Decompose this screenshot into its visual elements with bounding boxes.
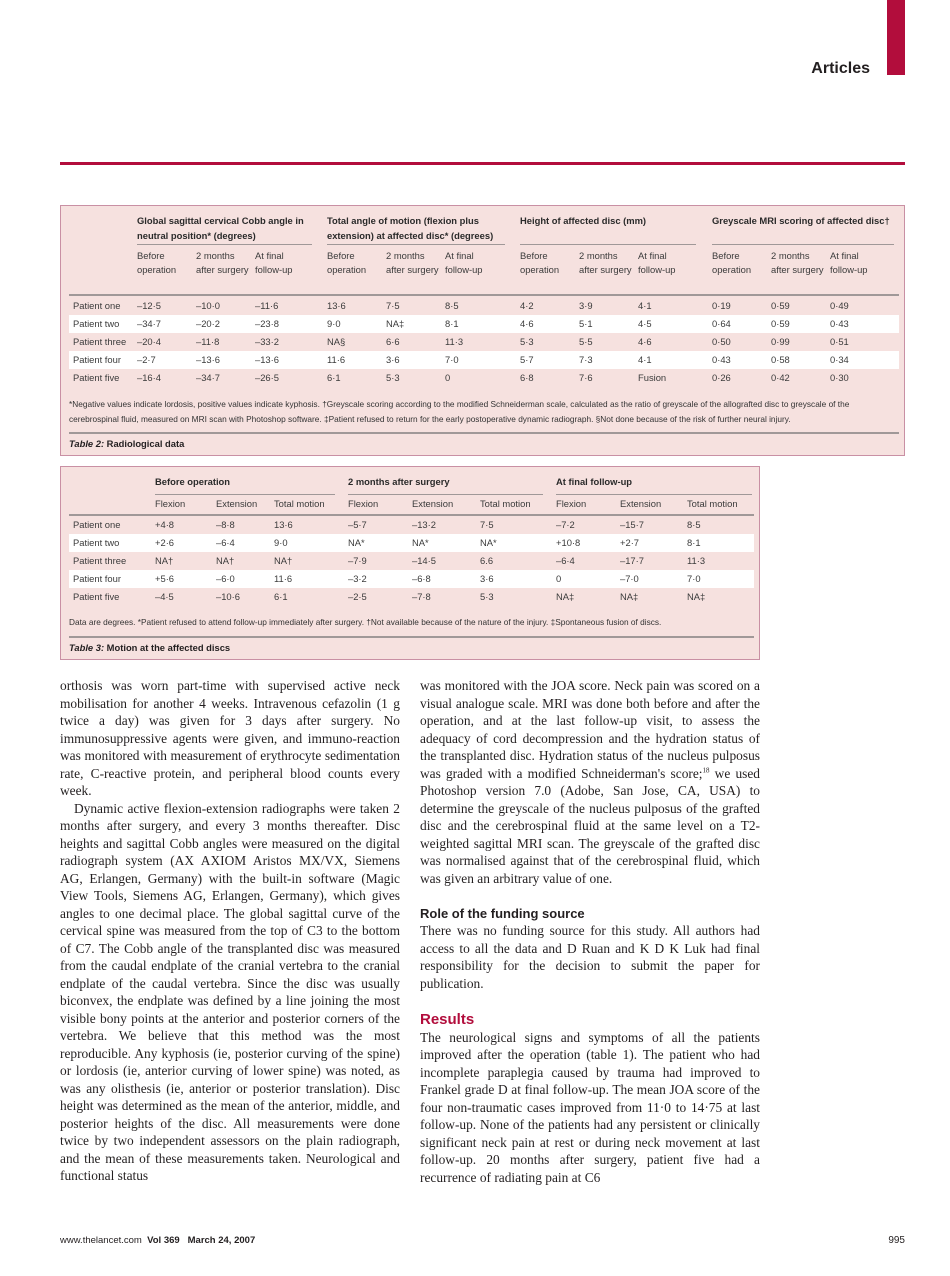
column-subheader: Flexion bbox=[556, 498, 587, 509]
table-cell: –7·8 bbox=[412, 591, 431, 602]
table-cell: +2·6 bbox=[155, 537, 175, 548]
table-cell: NA‡ bbox=[687, 591, 706, 602]
table-cell: 0·59 bbox=[771, 300, 790, 311]
table-cell: –34·7 bbox=[196, 372, 220, 383]
table-cell: 5·7 bbox=[520, 354, 534, 365]
table-row bbox=[69, 534, 754, 552]
row-label: Patient four bbox=[73, 573, 121, 584]
table-cell: NA‡ bbox=[386, 318, 405, 329]
table-cell: –15·7 bbox=[620, 519, 644, 530]
group-underline bbox=[327, 244, 505, 245]
results-heading: Results bbox=[420, 1010, 475, 1028]
column-subheader: 2 months after surgery bbox=[771, 250, 824, 275]
table-cell: 8·1 bbox=[445, 318, 459, 329]
column-subheader: Total motion bbox=[274, 498, 325, 509]
table-cell: –17·7 bbox=[620, 555, 644, 566]
table-cell: 0·59 bbox=[771, 318, 790, 329]
table-cell: –6·4 bbox=[556, 555, 575, 566]
table-cell: –20·4 bbox=[137, 336, 161, 347]
table-cell: 6·6 bbox=[386, 336, 400, 347]
column-subheader: Extension bbox=[216, 498, 258, 509]
table-cell: 5·3 bbox=[480, 591, 494, 602]
table-cell: +5·6 bbox=[155, 573, 175, 584]
table-cell: –23·8 bbox=[255, 318, 279, 329]
table-cell: NA‡ bbox=[620, 591, 639, 602]
table-cell: 0·19 bbox=[712, 300, 731, 311]
column-group-header: Global sagittal cervical Cobb angle in neutral position* (degrees) bbox=[137, 215, 304, 241]
footer-date: March 24, 2007 bbox=[187, 1235, 256, 1246]
paragraph-text: was monitored with the JOA score. Neck pain was scored on a visual analogue scale. MRI was done both before and after the operation, and at the last follow-up visit, to assess the adequacy of cord decompression and the hydration status of the transplanted disc. Hydration status of the nucleus pulposus was graded with a modified Schneiderman's score; bbox=[420, 678, 760, 781]
table-cell: –2·7 bbox=[137, 354, 156, 365]
table-cell: 6·1 bbox=[327, 372, 341, 383]
table-cell: 0·43 bbox=[712, 354, 731, 365]
table-row bbox=[69, 369, 899, 387]
body-column-right bbox=[420, 677, 760, 1186]
table-cell: –13·6 bbox=[255, 354, 279, 365]
table-cell: 7·0 bbox=[687, 573, 701, 584]
header-rule bbox=[69, 294, 899, 296]
paragraph-text: we used Photoshop version 7.0 (Adobe, San Jose, CA, USA) to determine the greyscale of the nucleus pulposus of the grafted disc and the cerebrospinal fluid at the same level on a T2-weighted sagittal MRI scan. The greyscale of the grafted disc was normalised against that of the cerebrospinal fluid, which was given an arbitrary value of one. bbox=[420, 765, 760, 886]
group-underline bbox=[137, 244, 312, 245]
table-cell: 0·26 bbox=[712, 372, 731, 383]
row-label: Patient five bbox=[73, 591, 120, 602]
table-cell: 4·5 bbox=[638, 318, 652, 329]
row-label: Patient four bbox=[73, 354, 121, 365]
row-label: Patient two bbox=[73, 537, 120, 548]
table-cell: 4·1 bbox=[638, 354, 652, 365]
paragraph bbox=[420, 677, 760, 887]
column-subheader: Before operation bbox=[712, 250, 752, 275]
table-cell: 0·51 bbox=[830, 336, 849, 347]
table-cell: Fusion bbox=[638, 372, 667, 383]
table-cell: NA† bbox=[216, 555, 235, 566]
column-subheader: At final follow-up bbox=[830, 250, 868, 275]
table-cell: 7·3 bbox=[579, 354, 593, 365]
paragraph: There was no funding source for this study. All authors had access to all the data and D Ruan and K D K Luk had final responsibility for the decision to submit the paper for publication. bbox=[420, 923, 760, 991]
column-group-header: At final follow-up bbox=[556, 476, 633, 487]
row-label: Patient three bbox=[73, 336, 127, 347]
table-cell: –2·5 bbox=[348, 591, 367, 602]
table-cell: NA* bbox=[412, 537, 429, 548]
table-row bbox=[69, 351, 899, 369]
table-cell: 0·58 bbox=[771, 354, 790, 365]
table-cell: –14·5 bbox=[412, 555, 436, 566]
row-label: Patient two bbox=[73, 318, 120, 329]
table-cell: NA* bbox=[348, 537, 365, 548]
table-cell: –13·6 bbox=[196, 354, 220, 365]
column-group-header: 2 months after surgery bbox=[348, 476, 450, 487]
table-cell: 13·6 bbox=[274, 519, 293, 530]
table-row bbox=[69, 588, 754, 606]
table-cell: –6·0 bbox=[216, 573, 235, 584]
row-label: Patient three bbox=[73, 555, 127, 566]
footer-citation bbox=[60, 1235, 255, 1246]
table-row bbox=[69, 552, 754, 570]
table-cell: –13·2 bbox=[412, 519, 436, 530]
table-cell: +10·8 bbox=[556, 537, 581, 548]
table-cell: 8·5 bbox=[445, 300, 459, 311]
table-cell: 9·0 bbox=[327, 318, 341, 329]
table-cell: –8·8 bbox=[216, 519, 235, 530]
table-cell: –11·8 bbox=[196, 336, 220, 347]
section-label: Articles bbox=[811, 60, 870, 77]
table-3-grid bbox=[61, 467, 761, 661]
table-2-caption-rule bbox=[69, 432, 899, 434]
table-cell: +2·7 bbox=[620, 537, 640, 548]
column-subheader: At final follow-up bbox=[255, 250, 293, 275]
page-number: 995 bbox=[888, 1235, 905, 1246]
paragraph: The neurological signs and symptoms of all the patients improved after the operation (table 1). The patient who had incomplete paraplegia caused by trauma had improved to Frankel grade D at final follow-up. The mean JOA score of the four non-traumatic cases improved from 11·0 to 14·75 at last follow-up. None of the patients had any persistent or clinically significant neck pain at rest or during neck movement at last follow-up. 20 months after surgery, patient five had a recurrence of radiating pain at C6 bbox=[420, 1029, 760, 1185]
table-3-caption bbox=[69, 642, 230, 653]
table-cell: 6.6 bbox=[480, 555, 494, 566]
table-cell: –10·0 bbox=[196, 300, 220, 311]
table-cell: 3·9 bbox=[579, 300, 593, 311]
table-cell: 11·3 bbox=[687, 555, 706, 566]
table-3-footnote: Data are degrees. *Patient refused to attend follow-up immediately after surgery. †Not available because of the nature of the injury. ‡Spontaneous fusion of discs. bbox=[69, 617, 662, 627]
table-cell: –20·2 bbox=[196, 318, 220, 329]
table-cell: 4·6 bbox=[638, 336, 652, 347]
table-cell: 6·8 bbox=[520, 372, 534, 383]
column-subheader: 2 months after surgery bbox=[386, 250, 439, 275]
group-underline bbox=[348, 494, 543, 495]
table-2-caption-text: Radiological data bbox=[104, 438, 185, 449]
table-cell: 7·6 bbox=[579, 372, 593, 383]
table-cell: –7·0 bbox=[620, 573, 639, 584]
table-cell: 7·5 bbox=[386, 300, 400, 311]
table-cell: 4·1 bbox=[638, 300, 652, 311]
table-cell: 9·0 bbox=[274, 537, 288, 548]
table-cell: 0·99 bbox=[771, 336, 790, 347]
table-2-caption-label: Table 2: bbox=[69, 438, 105, 449]
table-cell: 0·42 bbox=[771, 372, 790, 383]
table-3-motion bbox=[60, 466, 760, 660]
paragraph: Dynamic active flexion-extension radiographs were taken 2 months after surgery, and every 3 months thereafter. Disc heights and sagittal Cobb angles were measured on the digital radiograph system (AX AXIOM Aristos MX/VX, Siemens AG, Erlangen, Germany) with the built-in software (Magic View Tools, Siemens AG, Erlangen, Germany), which gives angles to one decimal place. The global sagittal curve of the cervical spine was measured from the top of C3 to the bottom of C7. The Cobb angle of the transplanted disc was measured from the caudal endplate of the cranial vertebra to the cranial endplate of the caudal vertebra. Since the disc was usually biconvex, the endplate was defined by a line joining the most visible bony points at the anterior and posterior corners of the vertebra. We believe that this method was the most reproducible. Any kyphosis (ie, posterior curving of the spine) or lordosis (ie, anterior curving of lower spine) was noted, as was any olisthesis (ie, anterior or posterior translation). Disc height was determined as the mean of the anterior, middle, and posterior heights of the disc. All measurements were done twice by two independent assessors on the plain radiograph, and the mean of these measurements taken. Neurological and functional status bbox=[60, 800, 400, 1183]
table-row bbox=[69, 333, 899, 351]
reference-18[interactable]: 18 bbox=[702, 766, 710, 775]
table-cell: –34·7 bbox=[137, 318, 161, 329]
column-subheader: Total motion bbox=[480, 498, 531, 509]
table-cell: 5·3 bbox=[520, 336, 534, 347]
group-underline bbox=[556, 494, 752, 495]
table-cell: –26·5 bbox=[255, 372, 279, 383]
table-cell: 11·3 bbox=[445, 336, 464, 347]
table-cell: 3·6 bbox=[386, 354, 400, 365]
table-3-caption-label: Table 3: bbox=[69, 642, 105, 653]
table-cell: +4·8 bbox=[155, 519, 175, 530]
table-cell: NA† bbox=[155, 555, 174, 566]
table-cell: 0 bbox=[445, 372, 451, 383]
table-cell: 0·30 bbox=[830, 372, 849, 383]
table-cell: –33·2 bbox=[255, 336, 279, 347]
header-rule bbox=[60, 162, 905, 165]
footer-site-link[interactable]: www.thelancet.com bbox=[60, 1235, 142, 1246]
group-underline bbox=[712, 244, 894, 245]
column-subheader: Flexion bbox=[155, 498, 186, 509]
table-3-caption-text: Motion at the affected discs bbox=[104, 642, 231, 653]
group-underline bbox=[520, 244, 696, 245]
table-cell: –16·4 bbox=[137, 372, 161, 383]
table-2-footnote: *Negative values indicate lordosis, positive values indicate kyphosis. †Greyscale scoring according to the modified Schneiderman scale, calculated as the ratio of greyscale of the allografted disc to greyscale of the cerebrospinal fluid, measured on MRI scan with Photoshop software. ‡Patient refused to return for the early postoperative dynamic radiograph. §Not done because of the risk of further neural injury. bbox=[69, 399, 850, 424]
table-cell: NA§ bbox=[327, 336, 346, 347]
column-group-header: Greyscale MRI scoring of affected disc† bbox=[712, 215, 890, 226]
table-cell: 7·0 bbox=[445, 354, 459, 365]
body-column-left bbox=[60, 677, 400, 1185]
column-subheader: 2 months after surgery bbox=[196, 250, 249, 275]
table-cell: 0·49 bbox=[830, 300, 849, 311]
column-subheader: Extension bbox=[620, 498, 662, 509]
table-row bbox=[69, 570, 754, 588]
table-cell: 4·2 bbox=[520, 300, 534, 311]
table-cell: 7·5 bbox=[480, 519, 494, 530]
column-subheader: Before operation bbox=[137, 250, 177, 275]
table-cell: –12·5 bbox=[137, 300, 161, 311]
row-label: Patient five bbox=[73, 372, 120, 383]
table-cell: 0·34 bbox=[830, 354, 849, 365]
table-cell: –11·6 bbox=[255, 300, 279, 311]
table-cell: 3·6 bbox=[480, 573, 494, 584]
column-group-header: Before operation bbox=[155, 476, 231, 487]
table-row bbox=[69, 516, 754, 534]
table-cell: NA* bbox=[480, 537, 497, 548]
table-cell: –7·9 bbox=[348, 555, 367, 566]
table-cell: 0 bbox=[556, 573, 562, 584]
table-cell: 8·1 bbox=[687, 537, 701, 548]
table-cell: –3·2 bbox=[348, 573, 367, 584]
column-group-header: Height of affected disc (mm) bbox=[520, 215, 647, 226]
table-3-caption-rule bbox=[69, 636, 754, 638]
table-2-radiological-data bbox=[60, 205, 905, 456]
table-row bbox=[69, 315, 899, 333]
table-cell: –6·4 bbox=[216, 537, 235, 548]
table-cell: 5·3 bbox=[386, 372, 400, 383]
column-subheader: At final follow-up bbox=[638, 250, 676, 275]
table-cell: 0·50 bbox=[712, 336, 731, 347]
column-subheader: Extension bbox=[412, 498, 454, 509]
column-subheader: Flexion bbox=[348, 498, 379, 509]
row-label: Patient one bbox=[73, 300, 121, 311]
table-cell: –10·6 bbox=[216, 591, 240, 602]
table-row bbox=[69, 297, 899, 315]
table-cell: 5·5 bbox=[579, 336, 593, 347]
footer-volume: Vol 369 bbox=[147, 1235, 180, 1246]
column-subheader: At final follow-up bbox=[445, 250, 483, 275]
column-subheader: Total motion bbox=[687, 498, 738, 509]
column-subheader: Before operation bbox=[520, 250, 560, 275]
table-cell: 5·1 bbox=[579, 318, 593, 329]
table-2-caption bbox=[69, 438, 184, 449]
group-underline bbox=[155, 494, 335, 495]
column-group-header: Total angle of motion (flexion plus extension) at affected disc* (degrees) bbox=[327, 215, 494, 241]
table-cell: NA‡ bbox=[556, 591, 575, 602]
column-subheader: Before operation bbox=[327, 250, 367, 275]
paragraph: orthosis was worn part-time with supervised active neck mobilisation for another 4 weeks. Intravenous cefazolin (1 g twice a day) was given for 3 days after surgery. No immunosuppressive agents were given, and immuno-reaction was monitored with measurement of erythrocyte sedimentation rate, C-reactive protein, and peripheral blood counts every week. bbox=[60, 678, 400, 798]
table-cell: 6·1 bbox=[274, 591, 288, 602]
funding-heading: Role of the funding source bbox=[420, 905, 585, 921]
table-cell: 11·6 bbox=[274, 573, 293, 584]
table-cell: –4·5 bbox=[155, 591, 174, 602]
table-cell: NA† bbox=[274, 555, 293, 566]
table-cell: –5·7 bbox=[348, 519, 367, 530]
table-cell: 0·43 bbox=[830, 318, 849, 329]
table-cell: 13·6 bbox=[327, 300, 346, 311]
journal-accent-bar bbox=[887, 0, 905, 75]
column-subheader: 2 months after surgery bbox=[579, 250, 632, 275]
table-cell: 0·64 bbox=[712, 318, 731, 329]
row-label: Patient one bbox=[73, 519, 121, 530]
table-cell: –6·8 bbox=[412, 573, 431, 584]
table-cell: 11·6 bbox=[327, 354, 346, 365]
table-cell: 8·5 bbox=[687, 519, 701, 530]
table-cell: 4·6 bbox=[520, 318, 534, 329]
table-cell: –7·2 bbox=[556, 519, 575, 530]
